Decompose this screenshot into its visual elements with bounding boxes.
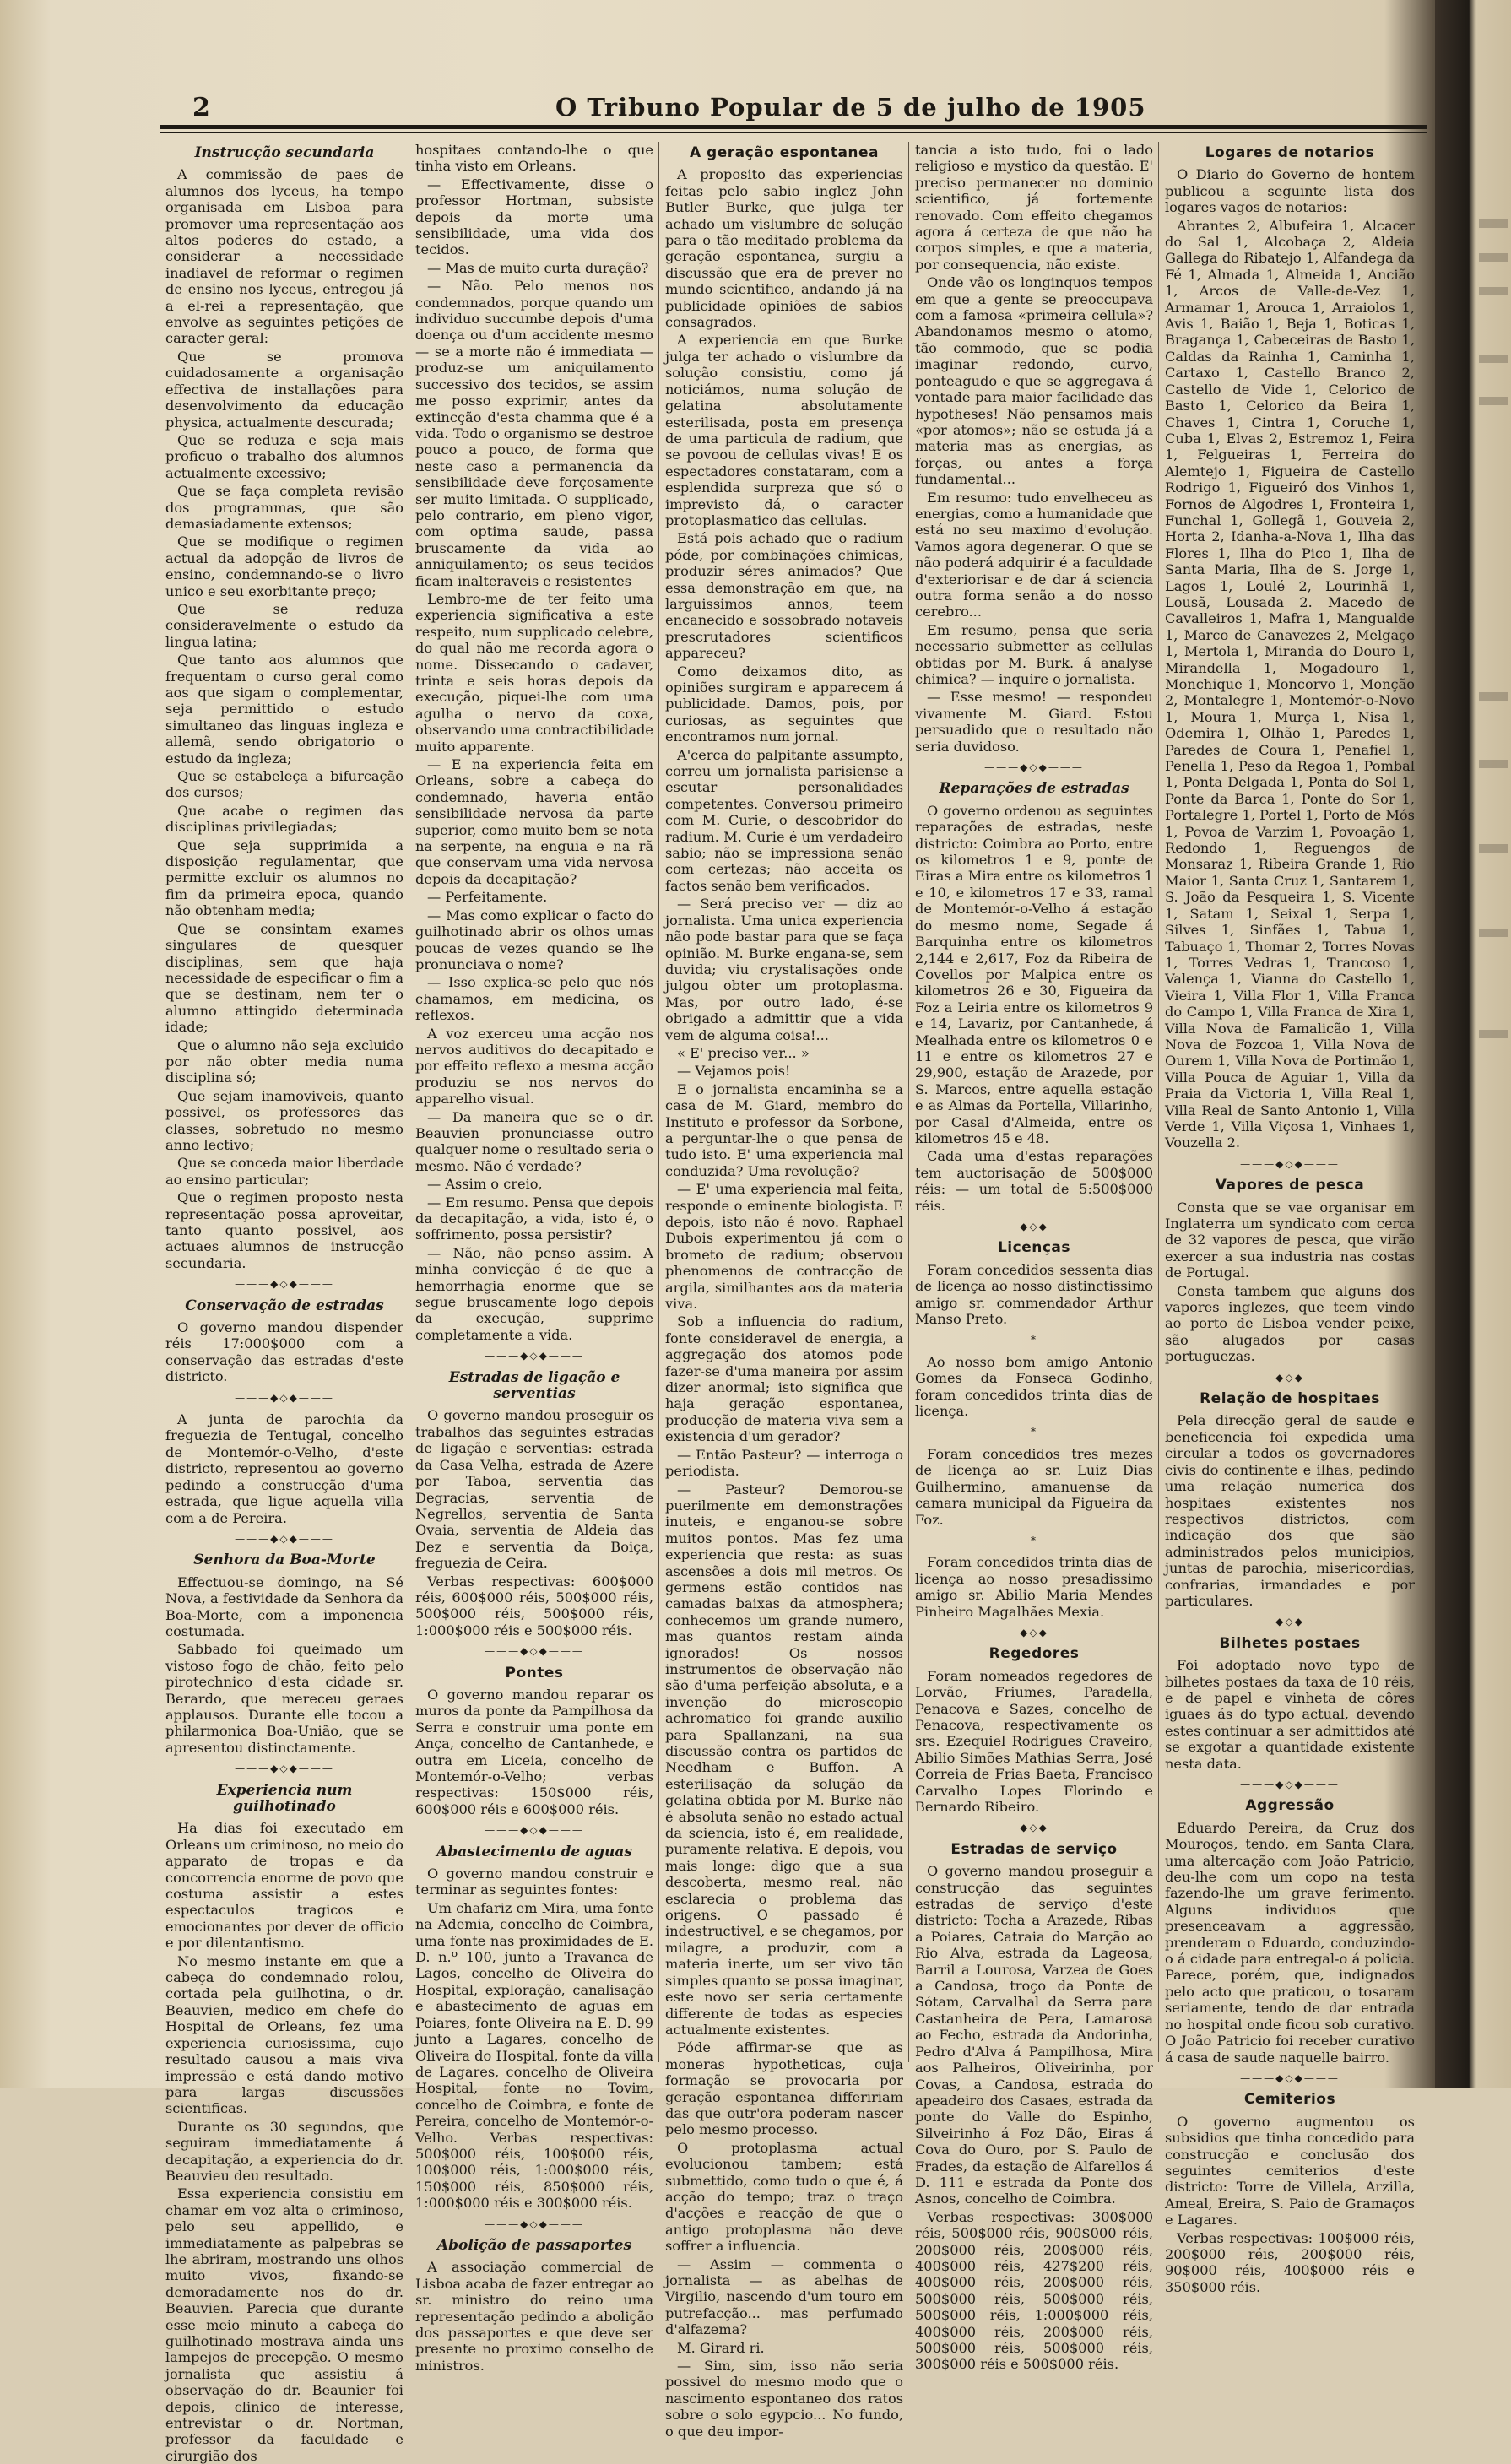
article-heading: Conservação de estradas [185,1297,384,1314]
article-heading: Pontes [505,1664,564,1681]
article-paragraph: — Esse mesmo! — respondeu vivamente M. Giard. Estou persuadido que o resultado não seria duvidoso. [915,689,1153,755]
article-paragraph: A commissão de paes de alumnos dos lyceus, ha tempo organisada em Lisboa para promover uma representação aos altos poderes do estado, a considerar a necessidade inadiavel de reformar o regimen de ensino nos lyceus, entregou já a el-rei a representação, que envolve as seguintes petições de caracter geral: [165,166,403,347]
article-paragraph: — Da maneira que se o dr. Beauvien pronunciasse outro qualquer nome o resultado seria o mesmo. Não é verdade? [415,1108,653,1174]
masthead-title: O Tribuno Popular de 5 de julho de 1905 [555,93,1146,122]
article-heading: Estradas de ligação e serventias [448,1368,620,1403]
article-paragraph: O governo ordenou as seguintes reparações de estradas, neste districto: Coimbra ao Porto, entre os kilometros 1 e 9, ponte de Eiras a Mira entre os kilometros 1 e 10, e kilometros 17 e 33, ramal de Montemór-o-Velho á estação do mesmo nome, Segade á Barquinha entre os kilometros 2,144 e 2,617, Foz da Ribeira de Covellos por Malpica entre os kilometros 26 e 30, Figueira da Foz a Leiria entre os kilometros 9 e 14, Lavariz, por Cantanhede, á Mealhada entre os kilometros 0 e 11 e entre os kilometros 27 e 29,900, estação de Arazede, por S. Marcos, entre aquella estação e as Almas da Portella, Villarinho, por Casal d'Almeida, entre os kilometros 45 e 48. [915,802,1153,1146]
article-paragraph: Que acabe o regimen das disciplinas privilegiadas; [165,802,403,836]
ornament-separator: ———◆◇◆——— [1240,2071,1340,2084]
article-paragraph: Sob a influencia do radium, fonte consideravel de energia, a aggregação dos atomos pode fazer-se d'uma maneira por assim dizer anormal; isto significa que haja geração espontanea, producção de materia viva sem a existencia d'um gerador? [665,1313,903,1445]
article-paragraph: Cada uma d'estas reparações tem auctorisação de 500$000 réis: — um total de 5:500$000 réis. [915,1148,1153,1214]
article-paragraph: Que se consintam exames singulares de quesquer disciplinas, sem que haja necessidade de especificar o fim a que se destinam, nem ter o alumno attingido determinada idade; [165,920,403,1036]
article-paragraph: No mesmo instante em que a cabeça do condemnado rolou, cortada pela guilhotina, o dr. Beauvien, medico em chefe do Hospital de Orleans, fez uma experiencia curiosissima, cujo resultado causou a mais viva impressão e está dando motivo para largas discussões scientificas. [165,1952,403,2117]
article-paragraph: Verbas respectivas: 600$000 réis, 600$000 réis, 500$000 réis, 500$000 réis, 500$000 réis, 1:000$000 réis e 500$000 réis. [415,1573,653,1638]
article-paragraph: O governo mandou reparar os muros da ponte da Pampilhosa da Serra e construir uma ponte em Ança, concelho de Cantanhede, e outra em Liceia, concelho de Montemór-o-Velho; verbas respectivas: 150$000 réis, 600$000 réis e 600$000 réis. [415,1686,653,1817]
article-paragraph: — Então Pasteur? — interroga o periodista. [665,1446,903,1480]
ornament-separator: ———◆◇◆——— [235,1278,334,1291]
article-heading: Instrucção secundaria [194,144,375,161]
ornament-separator: ———◆◇◆——— [1240,1371,1340,1384]
article-paragraph: — E' uma experiencia mal feita, responde o eminente biologista. E depois, isto não é novo. Raphael Dubois experimentou já com o brometo de radium; observou phenomenos de contracção de argila, similhantes aos da materia viva. [665,1181,903,1313]
article-paragraph: « E' preciso ver... » [677,1044,810,1061]
article-paragraph: — Perfeitamente. [427,889,548,906]
article-paragraph: Que se reduza e seja mais proficuo o trabalho dos alumnos actualmente excessivo; [165,431,403,481]
page-header [192,93,1425,123]
ornament-separator: ———◆◇◆——— [1240,1157,1340,1170]
article-heading: Regedores [988,1645,1080,1663]
column-4 [915,142,1153,2373]
article-paragraph: Que se faça completa revisão dos programmas, que são demasiadamente extensos; [165,483,403,532]
column-divider [1158,142,1159,2062]
ornament-separator: ———◆◇◆——— [485,1645,584,1658]
article-paragraph: — Não. Pelo menos nos condemnados, porque quando um individuo succumbe depois d'uma doença ou d'um accidente mesmo — se a morte não é immediata — produz-se um aniquilamento successivo dos tecidos, se assim me posso exprimir, antes da extincção d'esta chamma que é a vida. Todo o organismo se destroe pouco a pouco, de forma que neste caso a permanencia da sensibilidade deve forçosamente ser muito limitada. O supplicado, pelo contrario, em pleno vigor, com optima saude, passa bruscamente da vida ao anniquilamento; os seus tecidos ficam inalteraveis e resistentes [415,278,653,589]
article-paragraph: Um chafariz em Mira, uma fonte na Ademia, concelho de Coimbra, uma fonte nas proximidades de E. D. n.º 100, junto a Travanca de Lagos, concelho de Oliveira do Hospital, exploração, canalisação e abastecimento de aguas em Poiares, fonte Oliveira na E. D. 99 junto a Lagares, concelho de Oliveira do Hospital, fonte da villa de Lagares, concelho de Oliveira Hospital, fonte no Tovim, concelho de Coimbra, e fonte de Pereira, concelho de Montemór-o-Velho. Verbas respectivas: 500$000 réis, 100$000 réis, 100$000 réis, 1:000$000 réis, 150$000 réis, 850$000 réis, 1:000$000 réis e 300$000 réis. [415,1899,653,2212]
ornament-separator: ———◆◇◆——— [1240,1616,1340,1628]
article-paragraph: Póde affirmar-se que as moneras hypotheticas, cuja formação se provocaria por geração espontanea differiriam das que outr'ora poderam nascer pelo mesmo processo. [665,2039,903,2138]
article-heading: A geração espontanea [689,144,880,161]
article-paragraph: A voz exerceu uma acção nos nervos auditivos do decapitado e por effeito reflexo a mesma acção produziu se nos nervos do apparelho visual. [415,1025,653,1107]
asterisk-separator: * [1031,1426,1037,1438]
article-paragraph: — Effectivamente, disse o professor Hortman, subsiste depois da morte uma sensibilidade, uma vida dos tecidos. [415,176,653,258]
article-paragraph: Foram concedidos sessenta dias de licença ao nosso distinctissimo amigo sr. commendador Arthur Manso Preto. [915,1261,1153,1328]
ornament-separator: ———◆◇◆——— [485,2218,584,2230]
article-paragraph: hospitaes contando-lhe o que tinha visto em Orleans. [415,142,653,175]
article-paragraph: Lembro-me de ter feito uma experiencia significativa a este respeito, num supplicado celebre, do qual não me recorda agora o nome. Dissecando o cadaver, trinta e seis horas depois da execução, piquei-lhe com uma agulha o nervo da coxa, observando uma contractibilidade muito apparente. [415,590,653,755]
article-paragraph: O governo mandou dispender réis 17:000$000 com a conservação das estradas d'este districto. [165,1319,403,1385]
article-paragraph: Verbas respectivas: 100$000 réis, 200$000 réis, 200$000 réis, 90$000 réis, 400$000 réis e 350$000 réis. [1165,2229,1415,2295]
article-paragraph: Essa experiencia consistiu em chamar em voz alta o criminoso, pelo seu appellido, e immediatamente as palpebras se lhe abriram, mostrando uns olhos muito vivos, fixando-se demoradamente nos do dr. Beauvien. Parecia que durante esse meio minuto a cabeça do guilhotinado mostrava ainda uns lampejos de precepção. O mesmo jornalista que assistiu á observação do dr. Beaunier foi depois, clinico de interesse, entrevistar o dr. Nortman, professor da faculdade e cirurgião dos [165,2185,403,2464]
column-2 [415,142,653,2374]
article-heading: Licenças [997,1239,1071,1257]
article-paragraph: Em resumo, pensa que seria necessario submetter as cellulas obtidas por M. Burk. á analyse chimica? — inquire o jornalista. [915,621,1153,687]
article-paragraph: E o jornalista encaminha se a casa de M. Giard, membro do Instituto e professor da Sorbone, a perguntar-lhe o que pensa de tudo isto. E' uma experiencia mal conduzida? Uma revolução? [665,1080,903,1179]
asterisk-separator: * [1031,1534,1037,1546]
article-paragraph: O governo mandou proseguir a construcção das seguintes estradas de serviço d'este districto: Tocha a Arazede, Ribas a Poiares, Catraia do Marção ao Rio Alva, estrada da Lageosa, Barril a Lourosa, Varzea de Goes a Candosa, troço da Ponte de Sótam, Carvalhal da Serra para Castanheira de Pera, Lamarosa ao Fecho, estrada da Andorinha, Pedro d'Alva á Pampilhosa, Mira aos Palheiros, Oliveirinha, por Covas, a Candosa, estrada do apeadeiro dos Casaes, estrada da ponte do Valle do Espinho, Silveirinho á Foz Dão, Eiras á Cova do Ouro, por S. Paulo de Frades, da estação de Alfarellos á D. 111 e estrada da Ponte dos Asnos, concelho de Coimbra. [915,1863,1153,2207]
article-paragraph: Abrantes 2, Albufeira 1, Alcacer do Sal 1, Alcobaça 2, Aldeia Gallega do Ribatejo 1, Alfandega da Fé 1, Almada 1, Almeida 1, Ancião 1, Arcos de Valle-de-Vez 1, Armamar 1, Arouca 1, Arraiolos 1, Avis 1, Baião 1, Beja 1, Boticas 1, Bragança 1, Cabeceiras de Basto 1, Caldas da Rainha 1, Caminha 1, Cartaxo 1, Castello Branco 2, Castello de Vide 1, Celorico de Basto 1, Celorico da Beira 1, Chaves 1, Cintra 1, Coruche 1, Cuba 1, Elvas 2, Estremoz 1, Feira 1, Felgueiras 1, Ferreira do Alemtejo 1, Figueira de Castello Rodrigo 1, Figueiró dos Vinhos 1, Fornos de Algodres 1, Fronteira 1, Funchal 1, Gollegã 1, Gouveia 2, Horta 2, Idanha-a-Nova 1, Ilha das Flores 1, Ilha do Pico 1, Ilha de Santa Maria, Ilha de S. Jorge 1, Lagos 1, Loulé 2, Lourinhã 1, Lousã, Lousada 2. Macedo de Cavalleiros 1, Mafra 1, Mangualde 1, Marco de Canavezes 2, Melgaço 1, Mertola 1, Miranda do Douro 1, Mirandella 1, Mogadouro 1, Monchique 1, Moncorvo 1, Monção 2, Montalegre 1, Montemór-o-Novo 1, Moura 1, Murça 1, Nisa 1, Odemira 1, Olhão 1, Paredes 1, Paredes de Coura 1, Penafiel 1, Penella 1, Peso da Regoa 1, Pombal 1, Ponta Delgada 1, Ponta do Sol 1, Ponte da Barca 1, Ponte do Sor 1, Portalegre 1, Portel 1, Porto de Mós 1, Povoa de Varzim 1, Povoação 1, Redondo 1, Reguengos de Monsaraz 1, Ribeira Grande 1, Rio Maior 1, Santa Cruz 1, Santarem 1, S. João da Pesqueira 1, S. Vicente 1, Satam 1, Seixal 1, Serpa 1, Silves 1, Sinfães 1, Tabua 1, Tabuaço 1, Thomar 2, Torres Novas 1, Torres Vedras 1, Trancoso 1, Valença 1, Vianna do Castello 1, Vieira 1, Villa Flor 1, Villa Franca do Campo 1, Villa Franca de Xira 1, Villa Nova de Famalicão 1, Villa Nova de Fozcoa 1, Villa Nova de Ourem 1, Villa Nova de Portimão 1, Villa Pouca de Aguiar 1, Villa da Praia da Victoria 1, Villa Real 1, Villa Real de Santo Antonio 1, Villa Verde 1, Villa Viçosa 1, Vinhaes 1, Vouzella 2. [1165,217,1415,1151]
article-paragraph: — Será preciso ver — diz ao jornalista. Uma unica experiencia não pode bastar para que se faça opinião. M. Burke engana-se, sem duvida; viu crystalisações onde julgou obter um protoplasma. Mas, por outro lado, é-se obrigado a admittir que a vida vem de alguma coisa!... [665,896,903,1043]
article-paragraph: — Não, não penso assim. A minha convicção é de que a hemorrhagia enorme que se segue bruscamente logo depois da execução, supprime completamente a vida. [415,1244,653,1343]
article-paragraph: A associação commercial de Lisboa acaba de fazer entregar ao sr. ministro do reino uma representação pedindo a abolição dos passaportes e que deve ser presente no proximo conselho de ministros. [415,2259,653,2374]
article-paragraph: Onde vão os longinquos tempos em que a gente se preoccupava com a famosa «primeira cellula»? Abandonamos mesmo o atomo, tão commodo, que se podia imaginar redondo, curvo, ponteagudo e que se aggregava á vontade para maior facilidade das hypotheses! Não pensamos mais «por atomos»; não se estuda já a materia mas as energias, as forças, ou antes a força fundamental... [915,274,1153,488]
article-paragraph: Foi adoptado novo typo de bilhetes postaes da taxa de 10 réis, e de papel e vinheta de côres iguaes ás do typo actual, devendo estes continuar a ser admittidos até se exgotar a quantidade existente nesta data. [1165,1657,1415,1772]
article-paragraph: Em resumo: tudo envelheceu as energias, como a humanidade que está no seu maximo d'evolução. Vamos agora degenerar. O que se não poderá adquirir é a faculdade d'exteriorisar e de dar á sciencia outra forma senão a do nosso cerebro... [915,489,1153,620]
article-heading: Experiencia num guilhotinado [216,1781,353,1815]
article-heading: Logares de notarios [1205,144,1375,161]
column-5 [1165,142,1415,2295]
article-paragraph: Que sejam inamoviveis, quanto possivel, os professores das classes, sobretudo no mesmo anno lectivo; [165,1087,403,1153]
column-divider [908,142,909,2062]
article-paragraph: O governo augmentou os subsidios que tinha concedido para construcção e conclusão dos seguintes cemiterios d'este districto: Torre de Villela, Arzilla, Ameal, Ereira, S. Paio de Gramaços e Lagares. [1165,2113,1415,2228]
article-paragraph: Eduardo Pereira, da Cruz dos Mouroços, tendo, em Santa Clara, uma altercação com João Patricio, deu-lhe com um copo na testa fazendo-lhe um grave ferimento. Alguns individuos que presenceavam a aggressão, prenderam o Eduardo, conduzindo-o á cidade para entregal-o á policia. Parece, porém, que, indignados pelo acto que praticou, o tosaram seriamente, tendo de dar entrada no hospital onde ficou sob curativo. O João Patricio foi receber curativo á casa de saude naquelle bairro. [1165,1819,1415,2066]
article-paragraph: — Sim, sim, isso não seria possivel do mesmo modo que o nascimento espontaneo dos ratos sobre o solo egypcio... No fundo, o que deu impor- [665,2358,903,2440]
article-paragraph: Está pois achado que o radium póde, por combinações chimicas, produzir séres animados? Que essa demonstração em que, na larguissimos annos, teem encanecido e sossobrado notaveis prescrutadores scientificos appareceu? [665,530,903,662]
ornament-separator: ———◆◇◆——— [235,1763,334,1775]
article-paragraph: — Vejamos pois! [677,1063,791,1080]
article-paragraph: Foram nomeados regedores de Lorvão, Friumes, Paradella, Penacova e Sazes, concelho de Penacova, respectivamente os srs. Ezequiel Rodrigues Craveiro, Abilio Simões Mathias Serra, José Correia de Frias Baeta, Francisco Carvalho Lopes Florindo e Bernardo Ribeiro. [915,1667,1153,1815]
column-divider [658,142,659,2062]
article-paragraph: Ha dias foi executado em Orleans um criminoso, no meio do apparato de tropas e da concorrencia enorme de povo que costuma assistir a estes espectaculos tragicos e emocionantes por dever de officio e por dilentantismo. [165,1820,403,1952]
article-paragraph: — E na experiencia feita em Orleans, sobre a cabeça do condemnado, haveria então sensibilidade nervosa da parte superior, como muito bem se nota na serpente, na enguia e na rã que conservam uma vida nervosa depois da decapitação? [415,756,653,887]
article-paragraph: Durante os 30 segundos, que seguiram immediatamente á decapitação, a experiencia do dr. Beauvieu deu resultado. [165,2118,403,2184]
article-paragraph: Que se promova cuidadosamente a organisação effectiva de installações para desenvolvimento da educação physica, actualmente descurada; [165,348,403,431]
article-paragraph: Que tanto aos alumnos que frequentam o curso geral como aos que sigam o complementar, seja permittido o estudo simultaneo das linguas ingleza e allemã, sendo obrigatorio o estudo da ingleza; [165,652,403,766]
article-paragraph: Consta que se vae organisar em Inglaterra um syndicato com cerca de 32 vapores de pesca, que virão exercer a sua industria nas costas de Portugal. [1165,1199,1415,1281]
adjacent-page-edge [1435,0,1511,2088]
article-paragraph: Pela direcção geral de saude e beneficencia foi expedida uma circular a todos os governadores civis do continente e ilhas, pedindo uma relação numerica dos hospitaes existentes nos respectivos districtos, com indicação dos que são administrados pelos municipios, juntas de parochia, misericordias, confrarias, irmandades e por particulares. [1165,1412,1415,1609]
article-heading: Estradas de serviço [950,1840,1118,1858]
article-paragraph: M. Girard ri. [677,2339,765,2356]
article-paragraph: Foram concedidos tres mezes de licença ao sr. Luiz Dias Guilhermino, amanuense da camara municipal da Figueira da Foz. [915,1445,1153,1528]
article-paragraph: A proposito das experiencias feitas pelo sabio inglez John Butler Burke, que julga ter achado um vislumbre de solução para o tão meditado problema da geração espontanea, surgiu a discussão que era de prever no mundo scientifico, andando já na publicidade opiniões de sabios consagrados. [665,166,903,331]
article-paragraph: Que se reduza consideravelmente o estudo da lingua latina; [165,600,403,650]
ornament-separator: ———◆◇◆——— [984,1822,1084,1834]
article-paragraph: O protoplasma actual evolucionou tambem; está submettido, como tudo o que é, á acção do tempo; traz o traço d'acções e reacção de que o antigo protoplasma não deve soffrer a influencia. [665,2139,903,2255]
article-paragraph: Que se conceda maior liberdade ao ensino particular; [165,1155,403,1188]
article-paragraph: O governo mandou construir e terminar as seguintes fontes: [415,1866,653,1898]
article-heading: Aggressão [1245,1797,1335,1815]
article-paragraph: Effectuou-se domingo, na Sé Nova, a festividade da Senhora da Boa-Morte, com a imponencia costumada. [165,1573,403,1639]
article-paragraph: Que se modifique o regimen actual da adopção de livros de ensino, condemnando-se o livro unico e seu exorbitante preço; [165,533,403,599]
article-paragraph: A experiencia em que Burke julga ter achado o vislumbre da solução consistiu, como já noticiámos, numa solução de gelatina absolutamente esterilisada, posta em presença de uma particula de radium, que se povoou de cellulas vivas! E os espectadores constataram, com a esplendida surpreza que só o imprevisto dá, o caracter protoplasmatico das cellulas. [665,332,903,528]
article-heading: Cemiterios [1243,2091,1336,2109]
article-paragraph: Ao nosso bom amigo Antonio Gomes da Fonseca Godinho, foram concedidos trinta dias de licença. [915,1353,1153,1420]
article-heading: Senhora da Boa-Morte [193,1552,376,1569]
article-paragraph: — Mas como explicar o facto do guilhotinado abrir os olhos umas poucas de vezes quando se lhe pronunciava o nome? [415,907,653,972]
article-paragraph: tancia a isto tudo, foi o lado religioso e mystico da questão. E' preciso permanecer no dominio scientifico, já fortemente renovado. Com effeito chegamos agora á certeza de que não ha corpos simples, e que a materia, por consequencia, não existe. [915,142,1153,273]
article-heading: Bilhetes postaes [1219,1634,1361,1652]
article-paragraph: Foram concedidos trinta dias de licença ao nosso presadissimo amigo sr. Abilio Maria Mendes Pinheiro Magalhães Mexia. [915,1554,1153,1620]
ornament-separator: ———◆◇◆——— [485,1350,584,1362]
article-paragraph: O Diario do Governo de hontem publicou a seguinte lista dos logares vagos de notarios: [1165,166,1415,216]
article-paragraph: — Mas de muito curta duração? [427,259,649,276]
ornament-separator: ———◆◇◆——— [984,761,1084,774]
column-1 [165,142,403,2464]
article-paragraph: A junta de parochia da freguezia de Tentugal, concelho de Montemór-o-Velho, d'este districto, representou ao governo pedindo a construcção d'uma estrada, que ligue aquella villa com a de Pereira. [165,1411,403,1526]
article-paragraph: Que seja supprimida a disposição regulamentar, que permitte excluir os alumnos no fim da primeira epoca, quando não obtenham media; [165,837,403,919]
article-paragraph: Que o alumno não seja excluido por não obter media numa disciplina só; [165,1037,403,1086]
article-paragraph: Que o regimen proposto nesta representação possa aproveitar, tanto quanto possivel, aos actuaes alumnos de instrucção secundaria. [165,1189,403,1271]
article-paragraph: Sabbado foi queimado um vistoso fogo de chão, feito pelo pirotechnico d'esta cidade sr. Berardo, que mereceu geraes applausos. Durante elle tocou a philarmonica Boa-União, que se apresentou distinctamente. [165,1641,403,1756]
article-heading: Abolição de passaportes [436,2236,632,2254]
ornament-separator: ———◆◇◆——— [235,1391,334,1404]
article-paragraph: — Pasteur? Demorou-se puerilmente em demonstrações inuteis, e enganou-se sobre muitos pontos. Mas fez uma experiencia que resta: as suas ascensões a dois mil metros. Os germens estão contidos nas camadas baixas da atmosphera; conhecemos um grande numero, mas quantos restam ainda ignorados! Os nossos instrumentos de observação não são d'uma perfeição absoluta, e a invenção do microscopio achromatico foi grande auxilio para Spallanzani, na sua discussão contra os partidos de Needham e Buffon. A esterilisação da solução da gelatina obtida por M. Burke não é absoluta senão no estado actual da sciencia, isto é, em realidade, puramente relativa. E depois, vou mais longe: digo que a sua descoberta, mesmo real, não esclarecia o problema das origens. O passado é indestructivel, e se chegamos, por milagre, a produzir, com a materia inerte, um ser vivo tão simples quanto se possa imaginar, este novo ser seria certamente differente de todas as especies actualmente existentes. [665,1481,903,2038]
article-paragraph: Como deixamos dito, as opiniões surgiram e apparecem á publicidade. Damos, pois, por curiosas, as seguintes que encontramos num jornal. [665,663,903,745]
ornament-separator: ———◆◇◆——— [984,1221,1084,1232]
article-paragraph: Que se estabeleça a bifurcação dos cursos; [165,768,403,801]
ornament-separator: ———◆◇◆——— [1240,1779,1340,1790]
column-3 [665,142,903,2440]
article-heading: Abastecimento de aguas [436,1843,632,1860]
ornament-separator: ———◆◇◆——— [984,1626,1084,1638]
article-heading: Reparações de estradas [939,780,1129,798]
header-rule-thin [160,132,1427,133]
ornament-separator: ———◆◇◆——— [235,1532,334,1545]
article-paragraph: Consta tambem que alguns dos vapores inglezes, que teem vindo ao porto de Lisboa vender peixe, são alugados por casas portuguezas. [1165,1282,1415,1365]
article-paragraph: O governo mandou proseguir os trabalhos das seguintes estradas de ligação e serventias: estrada da Casa Velha, estrada de Azere por Taboa, serventia das Degracias, serventia de Negrellos, serventia de Santa Ovaia, serventia de Aldeia das Dez e serventia da Boiça, freguezia de Ceira. [415,1407,653,1572]
asterisk-separator: * [1031,1334,1037,1346]
article-heading: Vapores de pesca [1215,1177,1365,1194]
article-paragraph: Verbas respectivas: 300$000 réis, 500$000 réis, 900$000 réis, 200$000 réis, 200$000 réis, 400$000 réis, 427$200 réis, 400$000 réis, 200$000 réis, 500$000 réis, 500$000 réis, 500$000 réis, 1:000$000 réis, 400$000 réis, 200$000 réis, 500$000 réis, 500$000 réis, 300$000 réis e 500$000 réis. [915,2208,1153,2373]
article-paragraph: — Em resumo. Pensa que depois da decapitação, a vida, isto é, o soffrimento, possa persistir? [415,1194,653,1243]
article-paragraph: A'cerca do palpitante assumpto, correu um jornalista parisiense a escutar personalidades competentes. Conversou primeiro com M. Curie, o descobridor do radium. M. Curie é um verdadeiro sabio; não se impressiona senão com certezas; não acceita os factos senão bem verificados. [665,746,903,894]
article-heading: Relação de hospitaes [1200,1390,1380,1408]
page-number: 2 [192,93,210,122]
article-paragraph: — Assim — commenta o jornalista — as abelhas de Virgilio, nascendo d'um touro em putrefacção... mas perfumado d'alfazema? [665,2256,903,2338]
article-paragraph: — Isso explica-se pelo que nós chamamos, em medicina, os reflexos. [415,974,653,1024]
header-rule [160,125,1427,129]
ornament-separator: ———◆◇◆——— [485,1824,584,1837]
article-paragraph: — Assim o creio, [427,1176,543,1193]
